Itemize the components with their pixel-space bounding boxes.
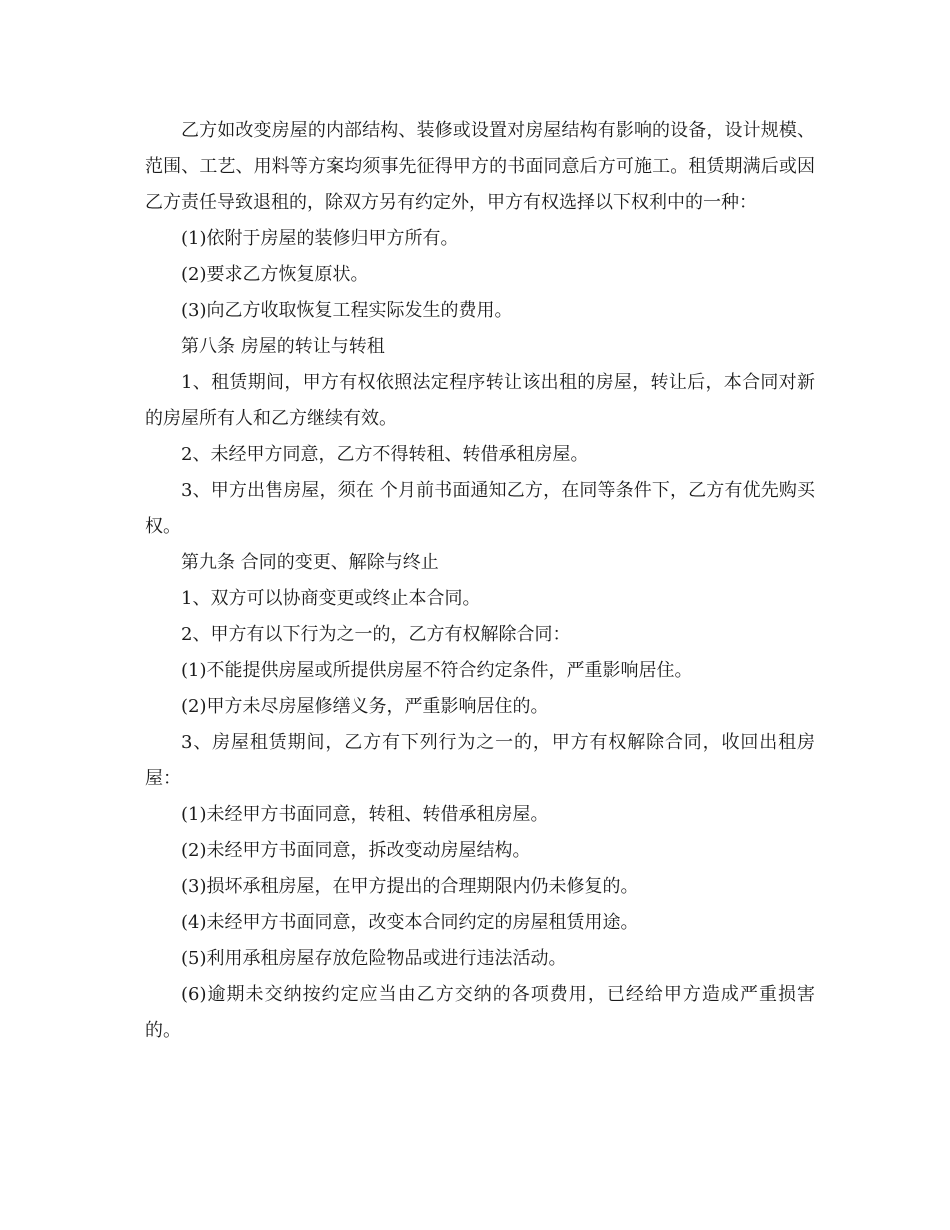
paragraph-8: 3、甲方出售房屋，须在 个月前书面通知乙方，在同等条件下，乙方有优先购买权。 xyxy=(145,480,815,537)
paragraph-1: 乙方如改变房屋的内部结构、装修或设置对房屋结构有影响的设备，设计规模、范围、工艺、用料等方案均须事先征得甲方的书面同意后方可施工。租赁期满后或因乙方责任导致退租的，除双方另有约定外，甲方有权选择以下权利中的一种： xyxy=(145,120,815,213)
paragraph-7: 2、未经甲方同意，乙方不得转租、转借承租房屋。 xyxy=(181,444,589,465)
paragraph-12: (1)不能提供房屋或所提供房屋不符合约定条件，严重影响居住。 xyxy=(181,660,693,681)
paragraph-17: (3)损坏承租房屋，在甲方提出的合理期限内仍未修复的。 xyxy=(181,876,639,897)
paragraph-20: (6)逾期未交纳按约定应当由乙方交纳的各项费用，已经给甲方造成严重损害的。 xyxy=(145,984,815,1041)
paragraph-19: (5)利用承租房屋存放危险物品或进行违法活动。 xyxy=(181,948,567,969)
paragraph-13: (2)甲方未尽房屋修缮义务，严重影响居住的。 xyxy=(181,696,549,717)
document-body xyxy=(145,113,815,1049)
paragraph-18: (4)未经甲方书面同意，改变本合同约定的房屋租赁用途。 xyxy=(181,912,639,933)
paragraph-15: (1)未经甲方书面同意，转租、转借承租房屋。 xyxy=(181,804,549,825)
paragraph-16: (2)未经甲方书面同意，拆改变动房屋结构。 xyxy=(181,840,531,861)
section-heading-article-9: 第九条 合同的变更、解除与终止 xyxy=(181,552,439,573)
paragraph-4: (3)向乙方收取恢复工程实际发生的费用。 xyxy=(181,300,513,321)
paragraph-3: (2)要求乙方恢复原状。 xyxy=(181,264,369,285)
paragraph-6: 1、租赁期间，甲方有权依照法定程序转让该出租的房屋，转让后，本合同对新的房屋所有人和乙方继续有效。 xyxy=(145,372,815,429)
paragraph-11: 2、甲方有以下行为之一的，乙方有权解除合同： xyxy=(181,624,571,645)
paragraph-2: (1)依附于房屋的装修归甲方所有。 xyxy=(181,228,459,249)
paragraph-14: 3、房屋租赁期间，乙方有下列行为之一的，甲方有权解除合同，收回出租房屋： xyxy=(145,732,815,789)
paragraph-10: 1、双方可以协商变更或终止本合同。 xyxy=(181,588,481,609)
section-heading-article-8: 第八条 房屋的转让与转租 xyxy=(181,336,385,357)
